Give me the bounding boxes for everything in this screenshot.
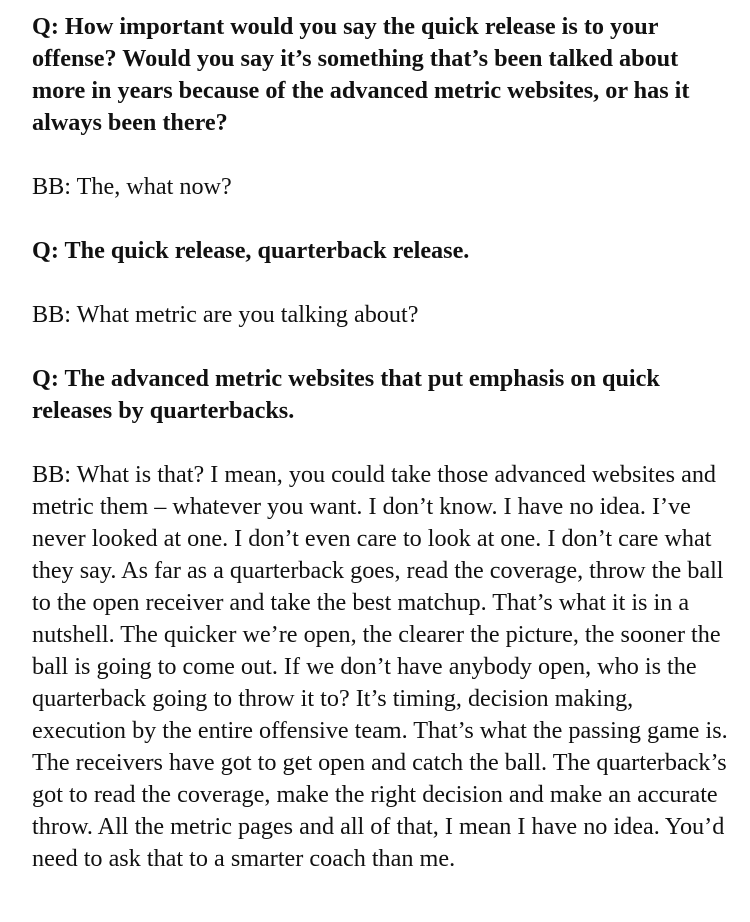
answer-paragraph: BB: The, what now? [32,173,232,200]
answer-paragraph: BB: What metric are you talking about? [32,301,419,328]
question-paragraph: Q: The quick release, quarterback release. [32,237,470,264]
transcript-page [32,11,732,907]
question-paragraph: Q: The advanced metric websites that put emphasis on quick releases by quarterbacks. [32,365,660,424]
question-paragraph: Q: How important would you say the quick release is to your offense? Would you say it’s something that’s been talked about more in years because of the advanced metric websites, or has it always been there? [32,13,690,136]
answer-paragraph: BB: What is that? I mean, you could take those advanced websites and metric them – whatever you want. I don’t know. I have no idea. I’ve never looked at one. I don’t even care to look at one. I don’t care what they say. As far as a quarterback goes, read the coverage, throw the ball to the open receiver and take the best matchup. That’s what it is in a nutshell. The quicker we’re open, the clearer the picture, the sooner the ball is going to come out. If we don’t have anybody open, who is the quarterback going to throw it to? It’s timing, decision making, execution by the entire offensive team. That’s what the passing game is. The receivers have got to get open and catch the ball. The quarterback’s got to read the coverage, make the right decision and make an accurate throw. All the metric pages and all of that, I mean I have no idea. You’d need to ask that to a smarter coach than me. [32,461,728,872]
